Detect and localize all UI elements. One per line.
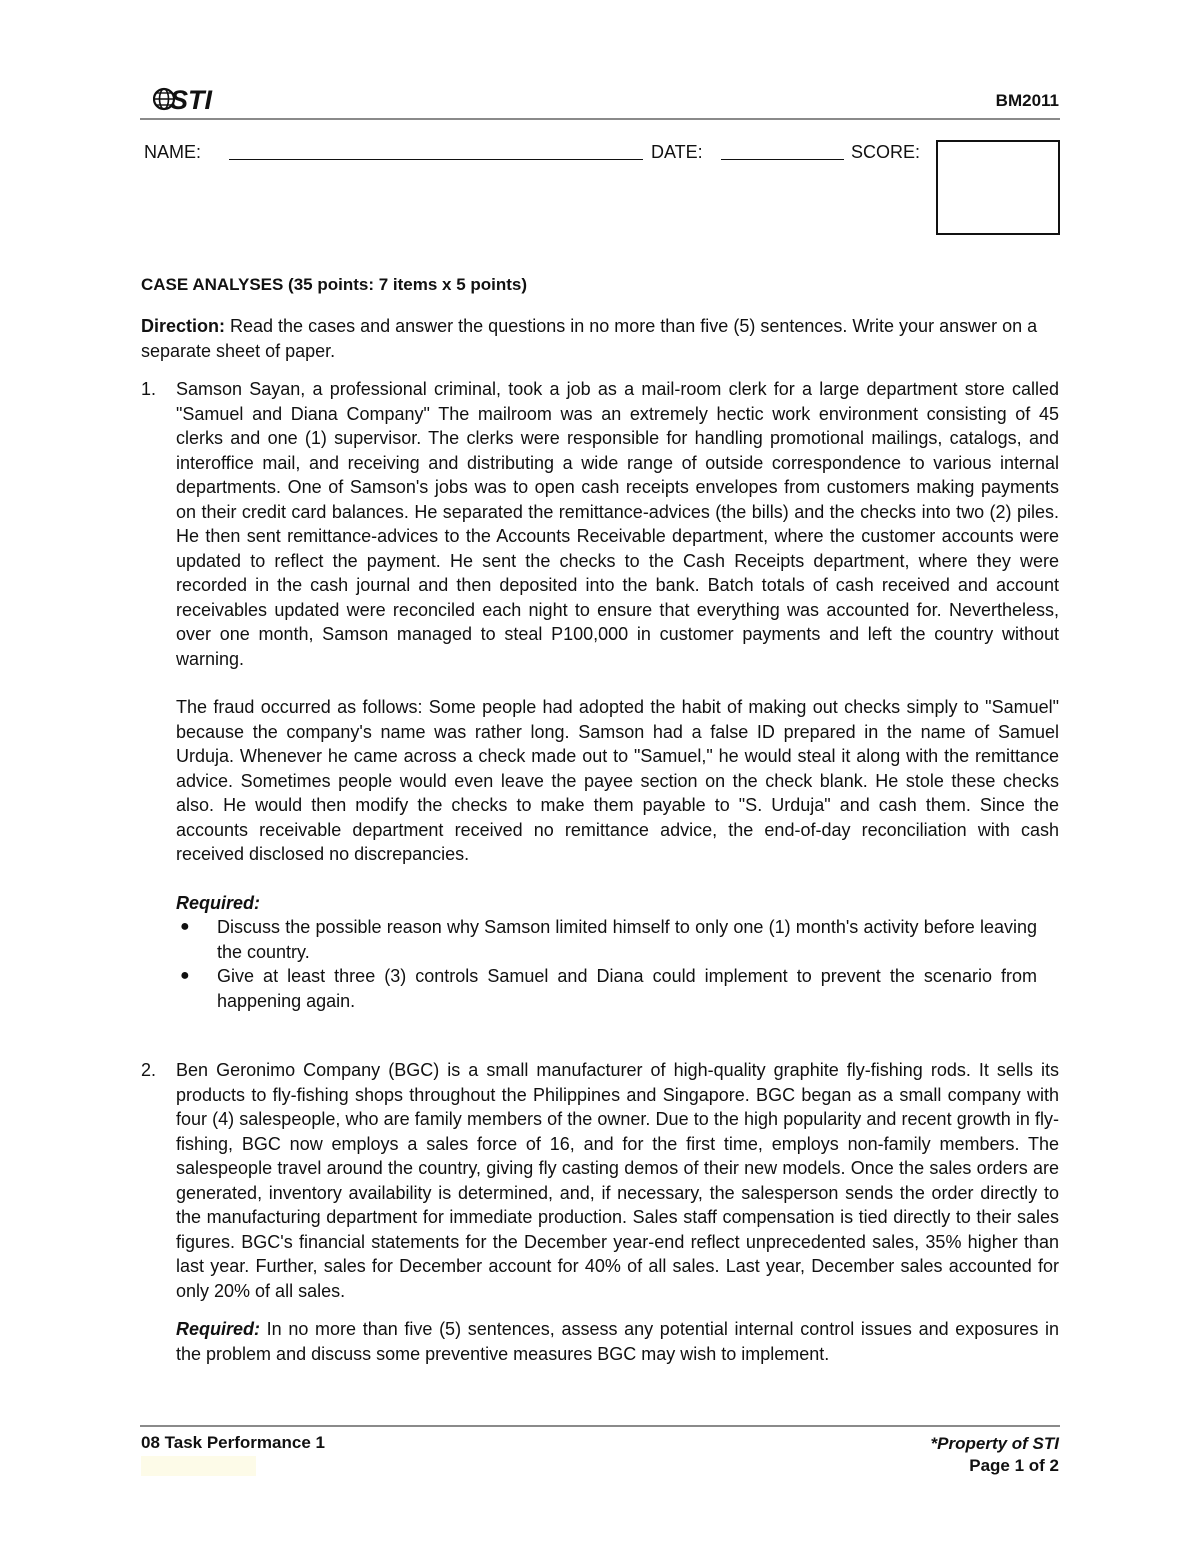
name-field[interactable] [229, 159, 643, 160]
date-field[interactable] [721, 159, 844, 160]
case-2-required-label: Required: [176, 1319, 261, 1339]
date-label: DATE: [651, 142, 703, 162]
case-2-required-text: In no more than five (5) sentences, assess any potential internal control issues and exposures in the problem and discuss some preventive measures BGC may wish to implement. [176, 1319, 1059, 1364]
footer-right [931, 1433, 1059, 1477]
case-item-2 [141, 1058, 1059, 1366]
footer-divider [140, 1425, 1060, 1427]
direction-label: Direction: [141, 316, 226, 336]
case-1-questions [176, 915, 1059, 1013]
header-divider [140, 118, 1060, 120]
case-1-paragraph-1: Samson Sayan, a professional criminal, took a job as a mail-room clerk for a large department store called "Samuel and Diana Company" The mailroom was an extremely hectic work environment consisting of 45 clerks and one (1) supervisor. The clerks were responsible for handling promotional mailings, catalogs, and interoffice mail, and receiving and distributing a wide range of outside correspondence to various internal departments. One of Samson's jobs was to open cash receipts envelopes from customers making payments on their credit card balances. He separated the remittance-advices (the bills) and the checks into two (2) piles. He then sent remittance-advices to the Accounts Receivable department, where the customer accounts were updated to reflect the payment. He sent the checks to the Cash Receipts department, where they were recorded in the cash journal and then deposited into the bank. Batch totals of cash received and account receivables updated were reconciled each night to ensure that everything was accounted for. Nevertheless, over one month, Samson managed to steal P100,000 in customer payments and left the country without warning. [176, 379, 1059, 669]
footer-property: *Property of STI [930, 1434, 1059, 1453]
case-2-paragraph-1: Ben Geronimo Company (BGC) is a small manufacturer of high-quality graphite fly-fishing rods. It sells its products to fly-fishing shops throughout the Philippines and Singapore. BGC began as a small company with four (4) salespeople, who are family members of the owner. Due to the high popularity and recent growth in fly-fishing, BGC now employs a sales force of 16, and for the first time, employs non-family members. The salespeople travel around the country, giving fly casting demos of their new models. Once the sales orders are generated, inventory availability is determined, and, if necessary, the salesperson sends the order directly to the manufacturing department for immediate production. Sales staff compensation is tied directly to their sales figures. BGC's financial statements for the December year-end reflect unprecedented sales, 35% higher than last year. Further, sales for December account for 40% of all sales. Last year, December sales accounted for only 20% of all sales. [176, 1060, 1059, 1301]
document-code: BM2011 [995, 91, 1059, 110]
item-number: 1. [141, 379, 157, 399]
score-label: SCORE: [851, 142, 921, 162]
footer-title: 08 Task Performance 1 [141, 1433, 325, 1452]
case-1-paragraph-2: The fraud occurred as follows: Some people had adopted the habit of making out checks simply to "Samuel" because the company's name was rather long. Samson had a false ID prepared in the name of Samuel Urduja. Whenever he came across a check made out to "Samuel," he would steal it along with the remittance advice. Sometimes people would even leave the payee section on the check blank. He stole these checks also. He would then modify the checks to make them payable to "S. Urduja" and cash them. Since the accounts receivable department received no remittance advice, the end-of-day reconciliation with cash received disclosed no discrepancies. [176, 697, 1059, 864]
bullet-icon: ● [180, 967, 190, 984]
page-number: Page 1 of 2 [969, 1456, 1059, 1475]
logo-text: STI [170, 85, 213, 114]
section-title: CASE ANALYSES (35 points: 7 items x 5 points) [141, 275, 528, 294]
bullet-icon: ● [180, 918, 190, 935]
sti-logo [153, 84, 223, 114]
score-box[interactable] [936, 140, 1060, 235]
case-1-required-label: Required: [176, 892, 261, 913]
case-2-required [176, 1317, 1059, 1366]
case-item-1 [141, 377, 1059, 1013]
list-item: ● Discuss the possible reason why Samson limited himself to only one (1) month's activity before leaving the country. [180, 917, 1037, 962]
direction-text: Read the cases and answer the questions in no more than five (5) sentences. Write your answer on a separate sheet of paper. [141, 316, 1038, 361]
direction-paragraph [141, 314, 1041, 363]
item-number: 2. [141, 1060, 157, 1080]
name-label: NAME: [144, 142, 202, 162]
list-item: ● Give at least three (3) controls Samuel and Diana could implement to prevent the scenario from happening again. [180, 966, 1037, 1011]
footer-highlight [141, 1456, 256, 1476]
